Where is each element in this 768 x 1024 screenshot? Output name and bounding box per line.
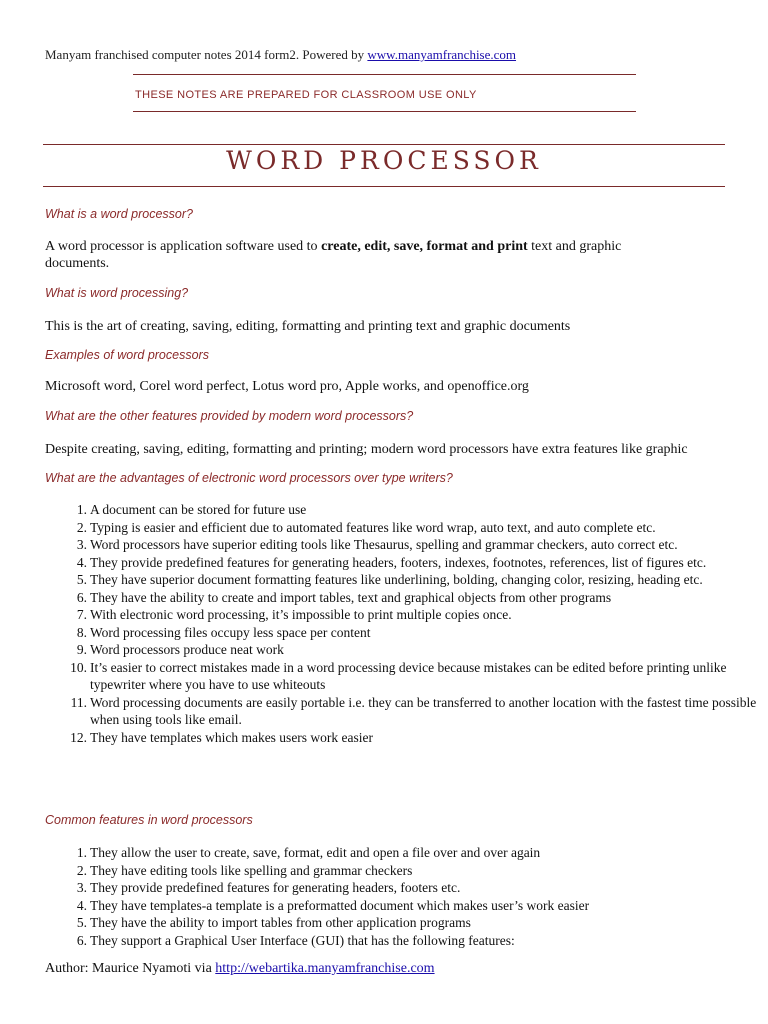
list-item-text: A document can be stored for future use — [90, 502, 307, 517]
page-footer — [45, 961, 435, 977]
list-item-number: 7. — [76, 607, 87, 622]
list-item-text: They have superior document formatting features like underlining, bolding, changing color, resizing, heading etc. — [90, 572, 703, 587]
list-item-text: It’s easier to correct mistakes made in a word processing device because mistakes can be edited before printing unlike typewriter where you have to use whiteouts — [90, 659, 727, 692]
question-heading: What is a word processor? — [45, 207, 193, 221]
question-heading: What is word processing? — [45, 286, 189, 300]
list-item-number: 3. — [76, 537, 87, 552]
list-item-text: They have editing tools like spelling and grammar checkers — [90, 862, 413, 878]
list-item-text: Word processing files occupy less space per content — [90, 624, 371, 640]
question-heading: What are the other features provided by modern word processors? — [45, 409, 414, 423]
list-item-text: They have the ability to create and import tables, text and graphical objects from other programs — [90, 589, 612, 605]
list-item — [45, 694, 760, 729]
classroom-notice: THESE NOTES ARE PREPARED FOR CLASSROOM USE ONLY — [135, 89, 477, 101]
list-item-number: 4. — [76, 554, 87, 570]
list-item-number: 5. — [76, 915, 87, 930]
answer-paragraph: This is the art of creating, saving, editing, formatting and printing text and graphic documents — [45, 319, 571, 334]
page-header — [45, 47, 516, 63]
list-item — [45, 571, 760, 589]
notice-bottom-rule — [133, 111, 636, 112]
list-item-text: Word processors have superior editing tools like Thesaurus, spelling and grammar checkers, auto correct etc. — [90, 537, 678, 552]
list-item-text: They have the ability to import tables from other application programs — [90, 915, 471, 930]
list-item — [45, 519, 760, 537]
list-item-number: 10. — [70, 659, 87, 675]
list-item-number: 9. — [76, 642, 87, 657]
advantages-list — [45, 501, 760, 746]
list-item-number: 11. — [70, 694, 87, 710]
list-item-text: With electronic word processing, it’s impossible to print multiple copies once. — [90, 607, 512, 622]
answer-text: text and graphic — [527, 239, 622, 254]
list-item — [45, 879, 760, 897]
list-item — [45, 932, 760, 950]
list-item-number: 4. — [76, 897, 87, 913]
answer-paragraph — [45, 238, 621, 272]
footer-text: Author: Maurice Nyamoti via — [45, 961, 216, 976]
list-item — [45, 729, 760, 747]
list-item — [45, 897, 760, 915]
list-item — [45, 844, 760, 862]
list-item-number: 5. — [76, 572, 87, 587]
list-item — [45, 536, 760, 554]
header-text: Manyam franchised computer notes 2014 form2. Powered by — [45, 47, 368, 62]
title-top-rule — [43, 144, 725, 145]
list-item-text: They have templates which makes users work easier — [90, 729, 374, 745]
list-item-number: 8. — [76, 624, 87, 640]
list-item-text: They allow the user to create, save, format, edit and open a file over and over again — [90, 845, 541, 860]
list-item — [45, 624, 760, 642]
header-link[interactable]: www.manyamfranchise.com — [367, 47, 517, 62]
list-item — [45, 606, 760, 624]
answer-text: A word processor is application software used to — [45, 239, 322, 254]
list-item — [45, 501, 760, 519]
footer-link[interactable]: http://webartika.manyamfranchise.com — [215, 961, 435, 976]
list-item-number: 2. — [76, 519, 87, 535]
question-heading: Common features in word processors — [45, 813, 253, 827]
list-item — [45, 914, 760, 932]
answer-text: documents. — [45, 256, 110, 271]
list-item-number: 2. — [76, 862, 87, 878]
list-item — [45, 641, 760, 659]
list-item-number: 12. — [70, 729, 87, 745]
list-item-text: They have templates-a template is a preformatted document which makes user’s work easier — [90, 897, 590, 913]
list-item-text: Typing is easier and efficient due to automated features like word wrap, auto text, and auto complete etc. — [90, 519, 656, 535]
list-item-text: They support a Graphical User Interface (GUI) that has the following features: — [90, 932, 515, 948]
list-item-number: 1. — [76, 845, 87, 860]
list-item-text: They provide predefined features for generating headers, footers, indexes, footnotes, references, list of figures etc. — [90, 554, 707, 570]
list-item-text: Word processors produce neat work — [90, 642, 284, 657]
list-item-number: 3. — [76, 880, 87, 895]
list-item-text: They provide predefined features for generating headers, footers etc. — [90, 880, 461, 895]
list-item — [45, 862, 760, 880]
question-heading: Examples of word processors — [45, 348, 209, 362]
list-item-number: 6. — [76, 932, 87, 948]
list-item-number: 6. — [76, 589, 87, 605]
list-item-number: 1. — [76, 502, 87, 517]
features-list — [45, 844, 760, 949]
list-item-text: Word processing documents are easily portable i.e. they can be transferred to another location with the fastest time possible when using tools like email. — [90, 694, 757, 727]
question-heading: What are the advantages of electronic word processors over type writers? — [45, 471, 453, 485]
list-item — [45, 589, 760, 607]
list-item — [45, 659, 760, 694]
notice-top-rule — [133, 74, 636, 75]
answer-paragraph: Despite creating, saving, editing, formatting and printing; modern word processors have extra features like graphic — [45, 442, 688, 457]
answer-paragraph: Microsoft word, Corel word perfect, Lotus word pro, Apple works, and openoffice.org — [45, 379, 529, 394]
answer-bold-text: create, edit, save, format and print — [321, 239, 528, 254]
title-bottom-rule — [43, 186, 725, 187]
document-title: WORD PROCESSOR — [226, 146, 542, 175]
list-item — [45, 554, 760, 572]
